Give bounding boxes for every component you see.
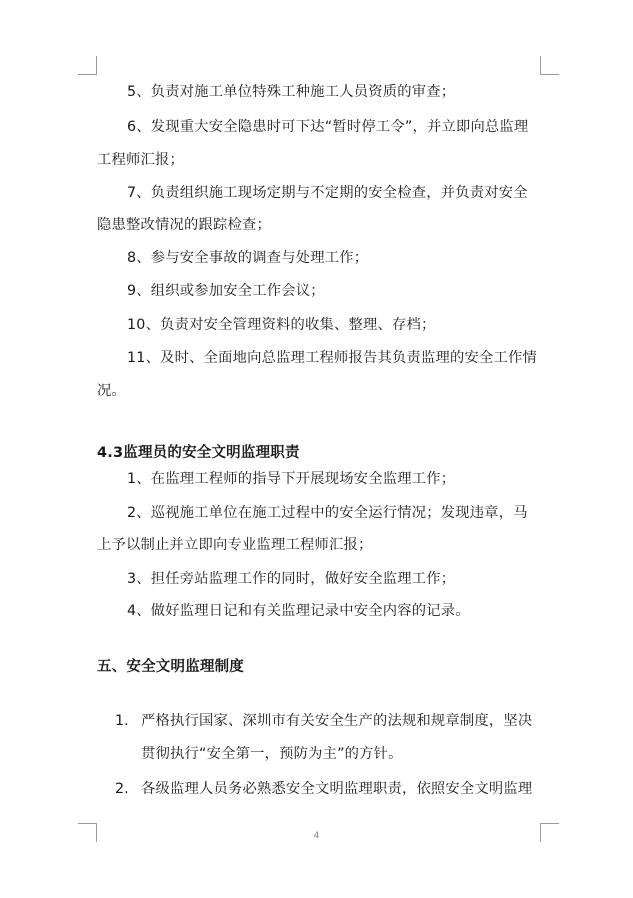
supervisor-duty-4: 4、做好监理日记和有关监理记录中安全内容的记录。 bbox=[127, 603, 470, 619]
supervisor-duty-1: 1、在监理工程师的指导下开展现场安全监理工作； bbox=[127, 471, 456, 487]
section-5-heading: 五、安全文明监理制度 bbox=[97, 659, 244, 675]
duty-item-7: 7、负责组织施工现场定期与不定期的安全检查，并负责对安全 bbox=[127, 185, 528, 201]
duty-item-7-cont: 隐患整改情况的跟踪检查； bbox=[97, 217, 271, 233]
supervisor-duty-2: 2、巡视施工单位在施工过程中的安全运行情况；发现违章，马 bbox=[127, 505, 528, 521]
page-number: 4 bbox=[313, 831, 320, 841]
supervisor-duty-2-cont: 上予以制止并立即向专业监理工程师汇报； bbox=[97, 537, 373, 553]
duty-item-5: 5、负责对施工单位特殊工种施工人员资质的审查； bbox=[127, 84, 456, 100]
supervisor-duty-3: 3、担任旁站监理工作的同时，做好安全监理工作； bbox=[127, 571, 456, 587]
duty-item-9: 9、组织或参加安全工作会议； bbox=[127, 283, 325, 299]
section-4-3-heading: 4.3监理员的安全文明监理职责 bbox=[97, 445, 300, 461]
duty-item-8: 8、参与安全事故的调查与处理工作； bbox=[127, 250, 369, 266]
duty-item-6: 6、发现重大安全隐患时可下达“暂时停工令”，并立即向总监理 bbox=[127, 119, 529, 135]
rule-2-number: 2. bbox=[115, 781, 129, 797]
duty-item-10: 10、负责对安全管理资料的收集、整理、存档； bbox=[127, 317, 436, 333]
rule-2-line-1: 各级监理人员务必熟悉安全文明监理职责，依照安全文明监理 bbox=[141, 781, 533, 797]
crop-mark-top-left bbox=[78, 56, 97, 75]
duty-item-6-cont: 工程师汇报； bbox=[97, 152, 184, 168]
rule-1-line-1: 严格执行国家、深圳市有关安全生产的法规和规章制度，坚决 bbox=[141, 713, 533, 729]
crop-mark-bottom-right bbox=[540, 823, 559, 842]
duty-item-11: 11、及时、全面地向总监理工程师报告其负责监理的安全工作情 bbox=[127, 350, 538, 366]
crop-mark-top-right bbox=[540, 56, 559, 75]
crop-mark-bottom-left bbox=[78, 823, 97, 842]
rule-1-line-2: 贯彻执行“安全第一，预防为主”的方针。 bbox=[141, 746, 403, 762]
duty-item-11-cont: 况。 bbox=[97, 383, 126, 399]
rule-1-number: 1. bbox=[115, 713, 129, 729]
